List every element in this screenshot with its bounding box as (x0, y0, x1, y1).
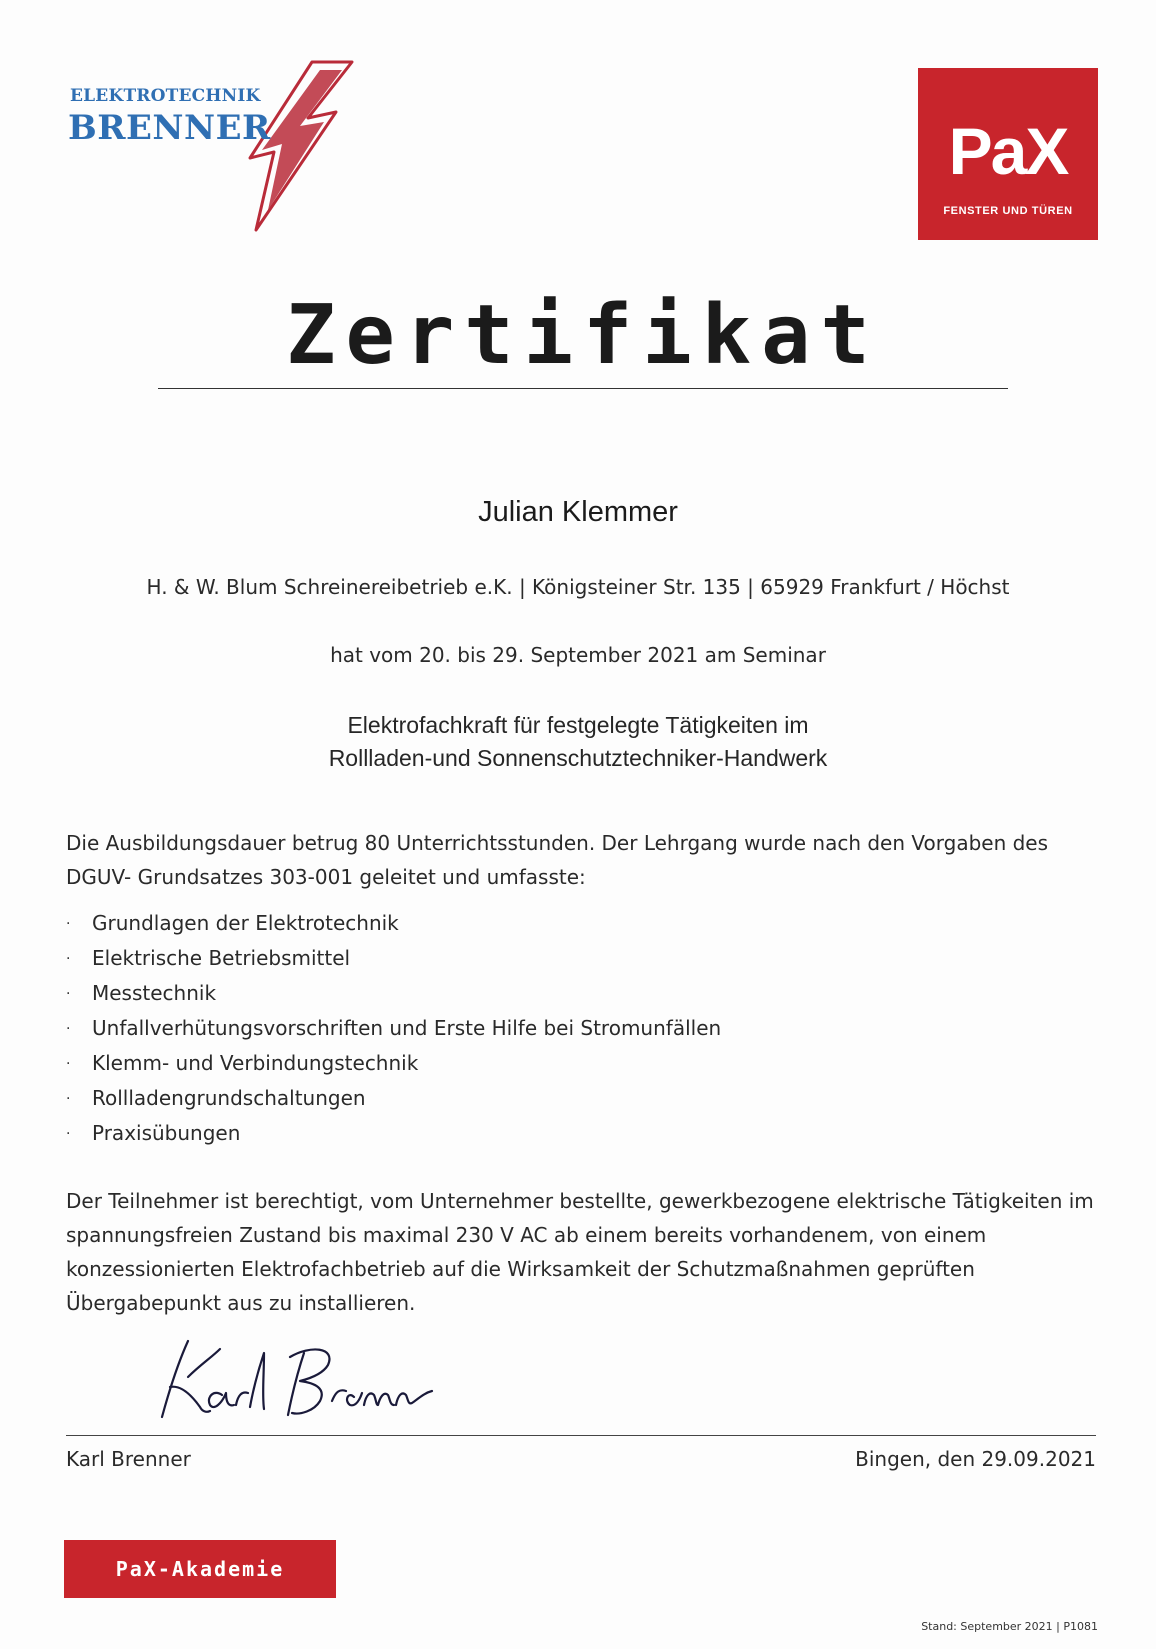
seminar-title (0, 709, 1156, 775)
bullet-icon: · (66, 986, 71, 1002)
certificate-title: Zertifikat (286, 288, 880, 383)
brenner-logo-line1: ELEKTROTECHNIK (70, 86, 261, 106)
pax-logo-subtitle: FENSTER UND TÜREN (943, 205, 1073, 217)
list-item: · Messtechnik (66, 976, 721, 1011)
list-item: · Unfallverhütungsvorschriften und Erste Hilfe bei Stromunfällen (66, 1011, 721, 1046)
brenner-logo-line2: BRENNER (68, 108, 271, 148)
place-date: Bingen, den 29.09.2021 (855, 1447, 1096, 1471)
pax-logo (918, 68, 1098, 240)
seminar-dates: hat vom 20. bis 29. September 2021 am Seminar (330, 643, 826, 667)
participant-name: Julian Klemmer (478, 496, 678, 528)
seminar-title-line1: Elektrofachkraft für festgelegte Tätigkeiten im (347, 712, 809, 738)
bullet-icon: · (66, 951, 71, 967)
list-item: · Grundlagen der Elektrotechnik (66, 906, 721, 941)
list-item: · Rollladengrundschaltungen (66, 1081, 721, 1116)
list-item: · Klemm- und Verbindungstechnik (66, 1046, 721, 1081)
seminar-title-line2: Rollladen-und Sonnenschutztechniker-Handwerk (328, 745, 828, 771)
pax-logo-word: PaX (948, 114, 1068, 188)
list-item: · Elektrische Betriebsmittel (66, 941, 721, 976)
brenner-logo (66, 60, 356, 250)
signature-line (66, 1435, 1096, 1436)
bullet-icon: · (66, 1021, 71, 1037)
title-divider (158, 388, 1008, 389)
bullet-icon: · (66, 1091, 71, 1107)
document-version: Stand: September 2021 | P1081 (921, 1620, 1098, 1633)
pax-akademie-badge: PaX-Akademie (64, 1540, 336, 1598)
signer-name: Karl Brenner (66, 1447, 191, 1471)
handwritten-signature (140, 1335, 440, 1425)
bullet-icon: · (66, 1126, 71, 1142)
participant-address: H. & W. Blum Schreinereibetrieb e.K. | Königsteiner Str. 135 | 65929 Frankfurt / Höchst (146, 575, 1010, 599)
list-item: · Praxisübungen (66, 1116, 721, 1151)
topics-list (66, 906, 721, 1151)
bullet-icon: · (66, 916, 71, 932)
intro-paragraph: Die Ausbildungsdauer betrug 80 Unterrichtsstunden. Der Lehrgang wurde nach den Vorgaben des DGUV- Grundsatzes 303-001 geleitet und umfasste: (66, 831, 1049, 889)
closing-paragraph: Der Teilnehmer ist berechtigt, vom Unternehmer bestellte, gewerkbezogene elektrische Tätigkeiten im spannungsfreien Zustand bis maximal 230 V AC ab einem bereits vorhandenem, von einem konzessionierten Elektrofachbetrieb auf die Wirksamkeit der Schutzmaßnahmen geprüften Übergabepunkt aus zu installieren. (66, 1189, 1094, 1315)
bullet-icon: · (66, 1056, 71, 1072)
